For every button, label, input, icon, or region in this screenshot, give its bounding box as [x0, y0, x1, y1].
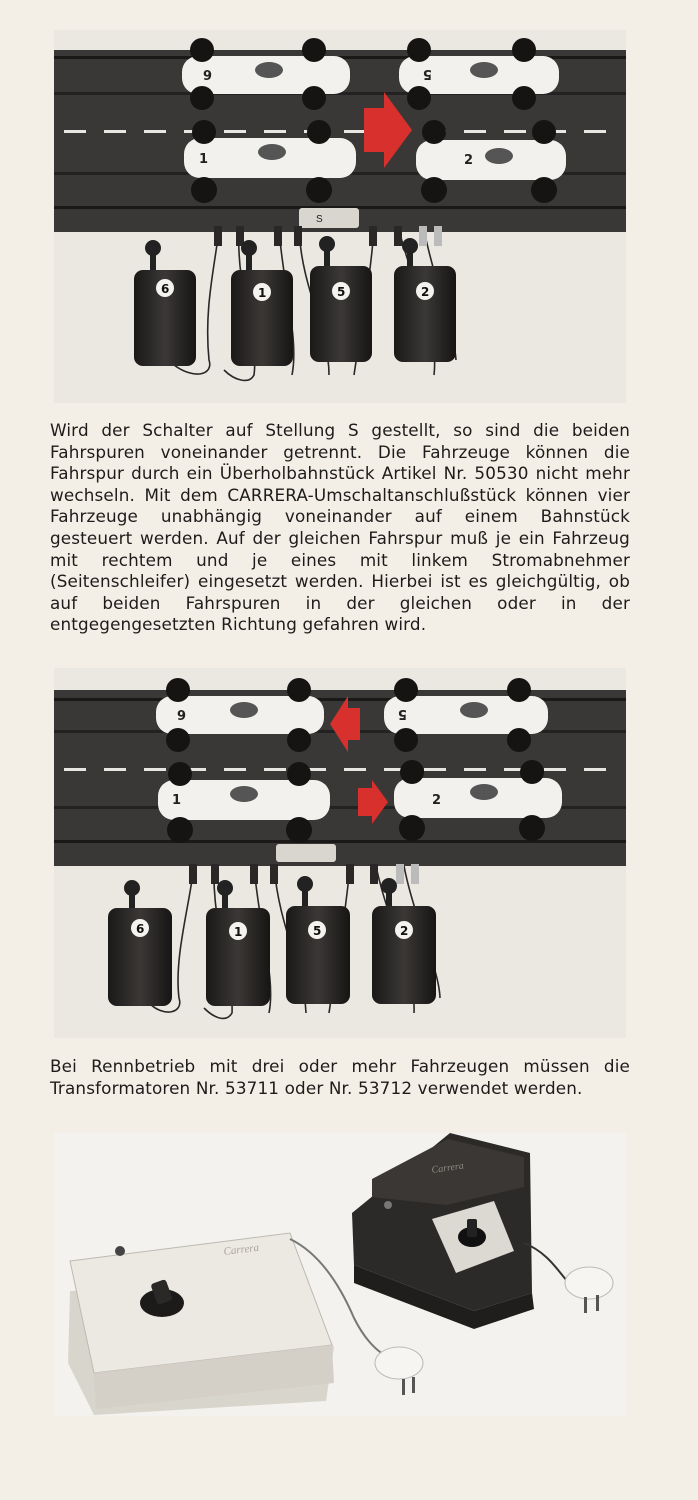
- hand-controller-6: [108, 880, 172, 1006]
- car-number: 5: [422, 66, 432, 81]
- car-number: 5: [397, 706, 407, 721]
- hand-controller-1: [231, 240, 293, 366]
- brand-logo: Carrera: [222, 1241, 260, 1258]
- paragraph-transformers: Bei Rennbetrieb mit drei oder mehr Fahrzeugen müssen die Transformatoren Nr. 53711 oder Nr. 53712 verwendet werden.: [50, 1056, 630, 1098]
- switch-plate: [299, 208, 359, 228]
- controller-number: 5: [313, 924, 322, 938]
- controller-number: 1: [234, 925, 243, 939]
- paragraph-switch-position-s: Wird der Schalter auf Stellung S gestellt, so sind die beiden Fahrspuren voneinander getrennt. Die Fahrzeuge können die Fahrspur durch ein Überholbahnstück Artikel Nr. 50530 nicht mehr wechseln. Mit dem CARRERA-Umschaltanschlußstück können vier Fahrzeuge unabhängig voneinander auf einem Bahnstück gesteuert werden. Auf der gleichen Fahrspur muß je ein Fahrzeug mit rechtem und je eines mit linkem Stromabnehmer (Seitenschleifer) eingesetzt werden. Hierbei ist es gleichgültig, ob auf beiden Fahrspuren in der gleichen oder in der entgegengesetzten Richtung gefahren wird.: [50, 420, 630, 635]
- car-number: 2: [432, 793, 442, 808]
- hand-controller-5: [310, 236, 372, 362]
- controller-number: 2: [421, 285, 430, 299]
- controller-number: 1: [258, 286, 267, 300]
- track-photo-overtaking: [54, 30, 626, 403]
- power-plug-left: [375, 1347, 423, 1395]
- car-number: 6: [202, 66, 212, 81]
- indicator-lamp: [115, 1246, 125, 1256]
- controller-number: 6: [136, 922, 145, 936]
- car-number: 6: [176, 706, 186, 721]
- car-number: 1: [172, 793, 182, 808]
- hand-controller-2: [394, 238, 456, 362]
- controller-number: 6: [161, 282, 170, 296]
- indicator-lamp: [384, 1201, 392, 1209]
- car-number: 2: [464, 153, 474, 168]
- transformer-53711: [68, 1233, 334, 1415]
- hand-controller-6: [134, 240, 196, 366]
- transformers-photo: [54, 1133, 626, 1416]
- car-number: 1: [199, 152, 209, 167]
- switch-plate: [276, 844, 336, 862]
- hand-controller-5: [286, 876, 350, 1004]
- hand-controller-2: [372, 878, 436, 1004]
- controller-number: 5: [337, 285, 346, 299]
- switch-mark: S: [316, 214, 323, 225]
- power-plug-right: [565, 1267, 613, 1313]
- track-photo-opposite-directions: [54, 668, 626, 1038]
- transformer-53712: [352, 1133, 534, 1329]
- brand-logo: Carrera: [430, 1160, 465, 1176]
- controller-number: 2: [400, 924, 409, 938]
